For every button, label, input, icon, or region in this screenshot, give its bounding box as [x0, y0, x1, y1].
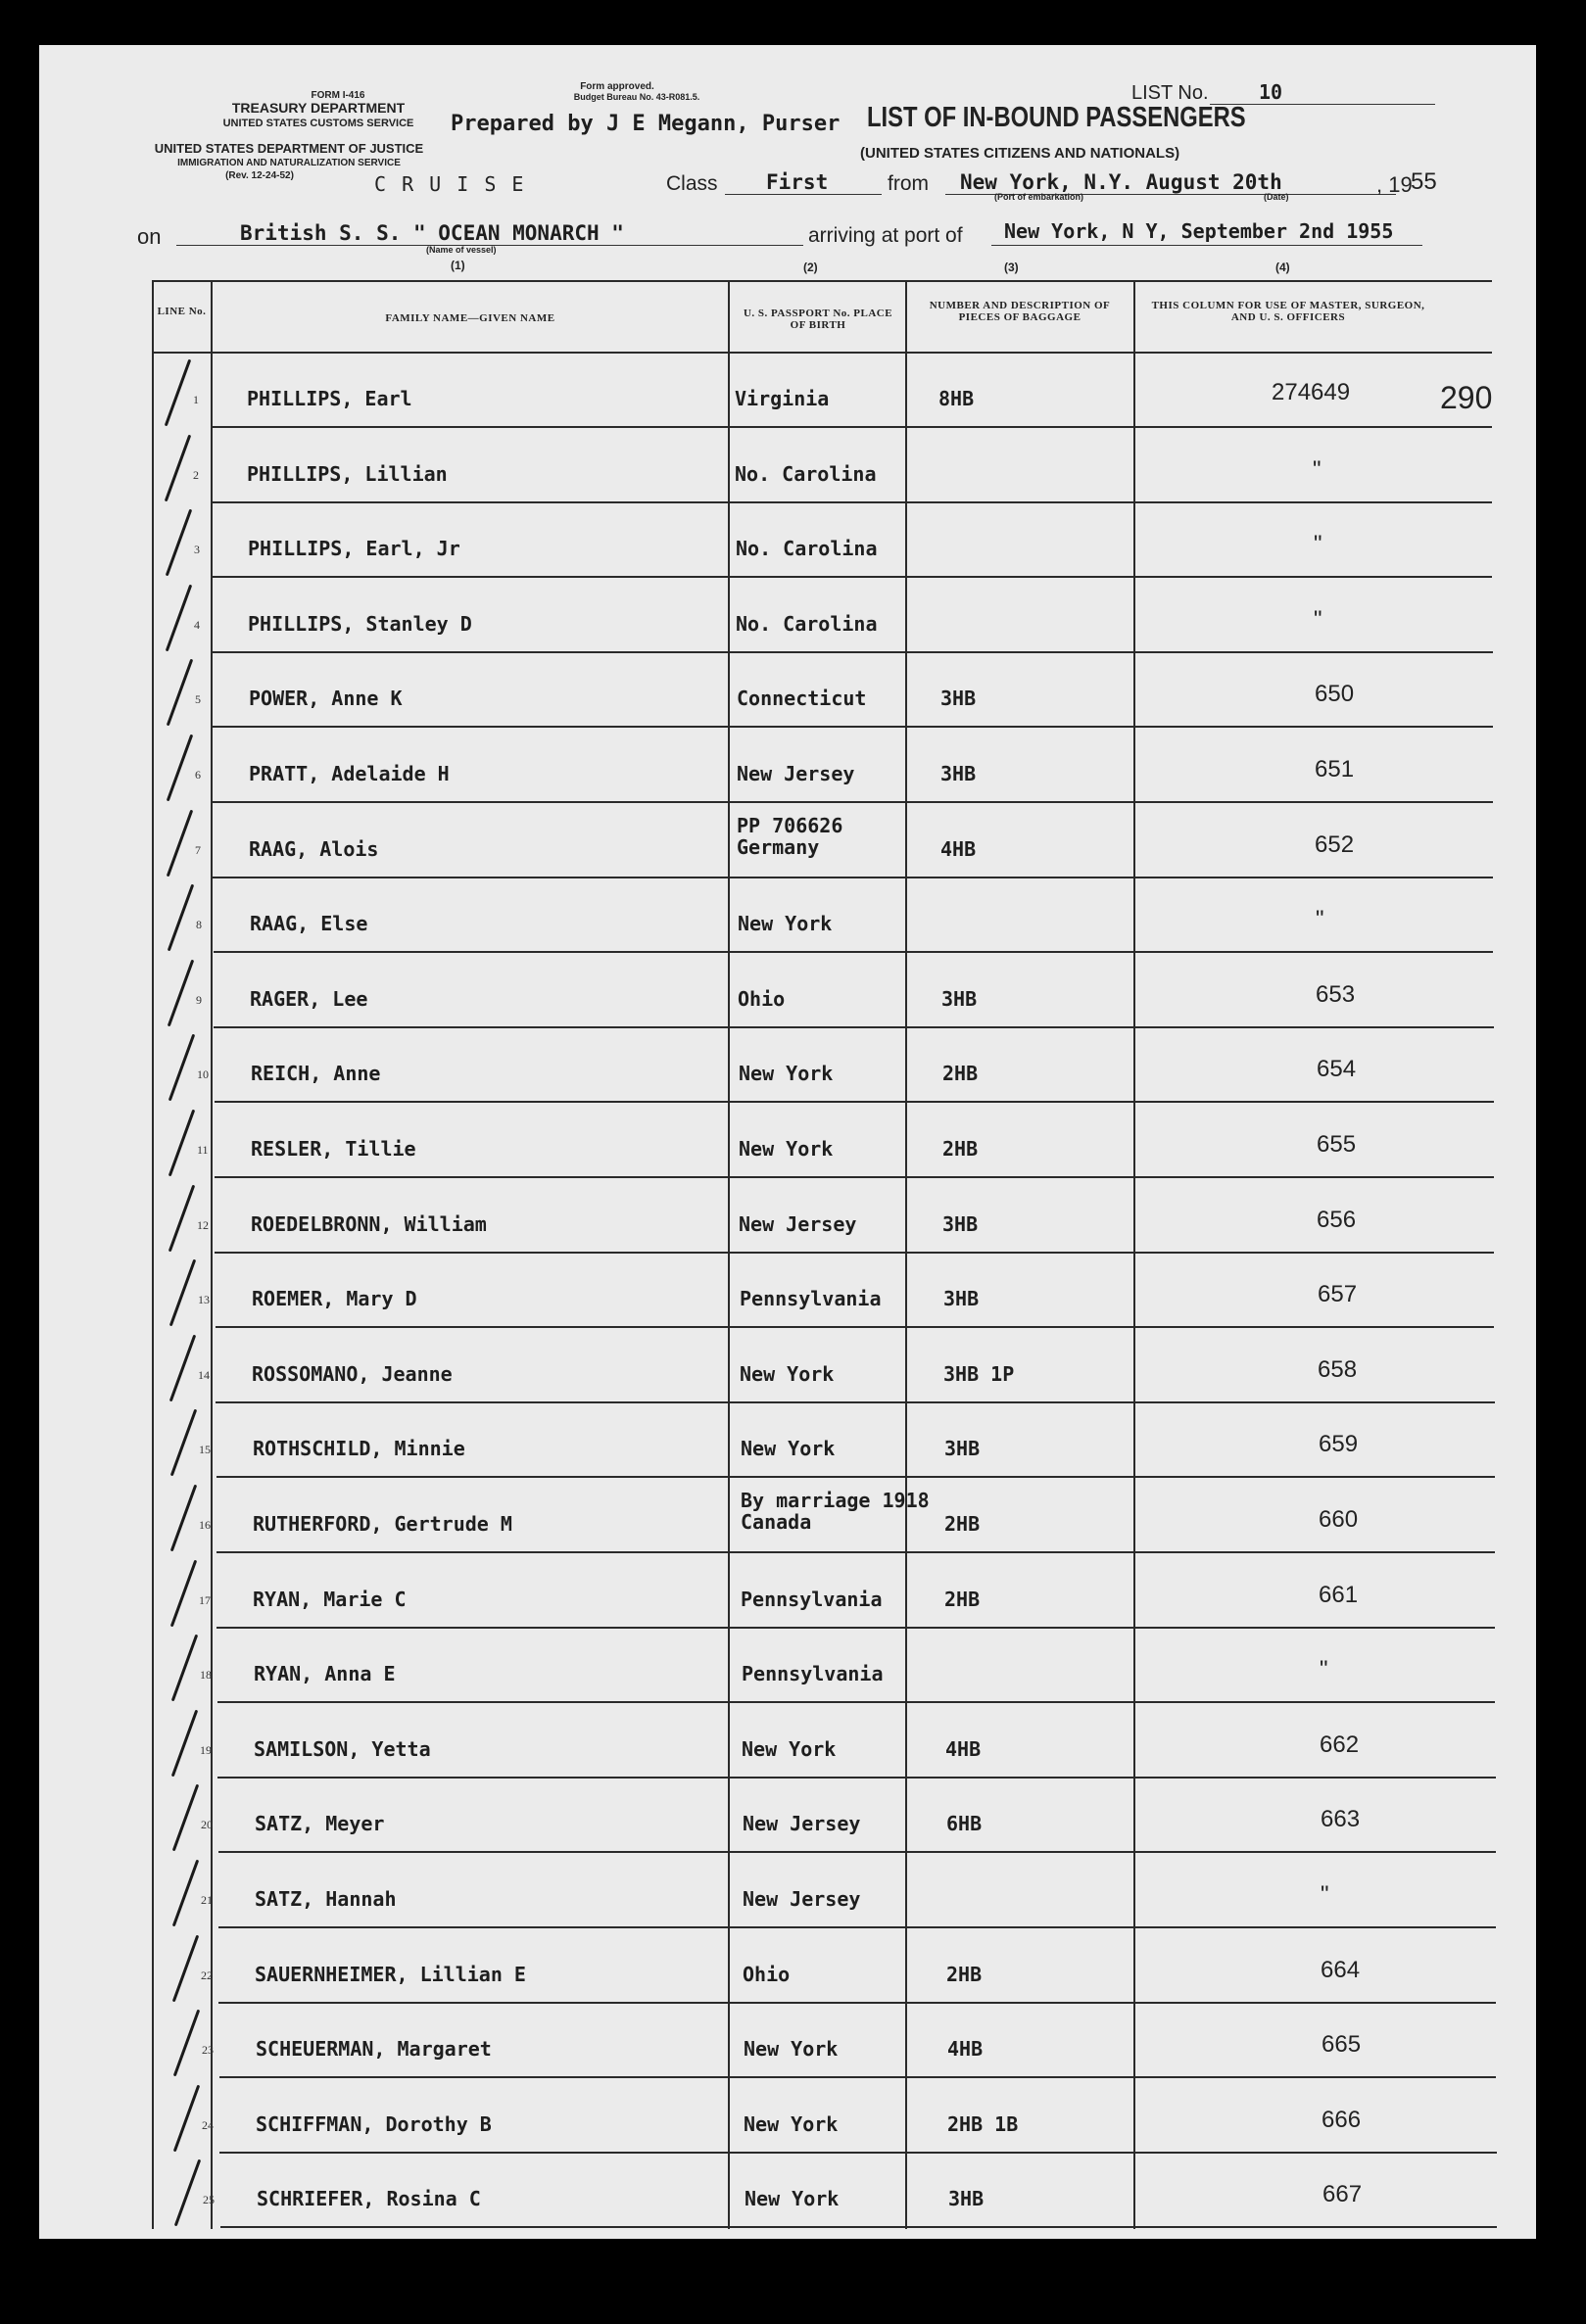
- from-value: New York, N.Y. August 20th: [960, 170, 1282, 194]
- list-no-label: LIST No.: [1131, 82, 1209, 104]
- from-label: from: [888, 172, 929, 195]
- check-mark: [170, 1485, 197, 1552]
- officer-number: 661: [1319, 1581, 1359, 1608]
- table-row: [39, 1552, 1536, 1628]
- place-of-birth: New York: [739, 1137, 834, 1161]
- table-row: [39, 577, 1536, 652]
- check-mark: [173, 2084, 200, 2152]
- check-mark: [174, 2159, 201, 2227]
- header-passport: U. S. PASSPORT No. PLACE OF BIRTH: [743, 308, 893, 331]
- line-number: 16: [199, 1518, 211, 1532]
- baggage: 3HB: [943, 1287, 980, 1311]
- officer-number: 652: [1315, 830, 1355, 858]
- col2-number: (2): [803, 261, 818, 274]
- passenger-name: PHILLIPS, Earl, Jr: [248, 537, 460, 561]
- table-row: [39, 651, 1536, 727]
- check-mark: [171, 1709, 198, 1777]
- baggage: 3HB: [944, 1437, 981, 1461]
- table-row: [39, 952, 1536, 1027]
- header-family-name: FAMILY NAME—GIVEN NAME: [385, 312, 555, 324]
- passenger-name: PHILLIPS, Stanley D: [248, 611, 472, 636]
- place-of-birth: Germany: [737, 834, 820, 859]
- passenger-name: SATZ, Hannah: [255, 1887, 397, 1911]
- officer-number: ": [1316, 906, 1324, 933]
- baggage: 4HB: [945, 1736, 982, 1761]
- officer-number: ": [1321, 1881, 1329, 1908]
- line-number: 25: [203, 2193, 215, 2207]
- place-of-birth: New York: [744, 2037, 839, 2062]
- table-row: [39, 1852, 1536, 1927]
- place-of-birth: Canada: [741, 1510, 812, 1534]
- passenger-name: ROTHSCHILD, Minnie: [253, 1437, 465, 1461]
- place-of-birth: New Jersey: [739, 1211, 857, 1236]
- officer-number: 274649: [1272, 379, 1351, 405]
- officer-number: 662: [1320, 1731, 1360, 1758]
- officer-number: ": [1313, 455, 1322, 483]
- baggage: 6HB: [946, 1812, 983, 1836]
- officer-number: 658: [1318, 1355, 1358, 1383]
- officer-number: 666: [1322, 2106, 1362, 2133]
- baggage: 2HB: [944, 1587, 981, 1611]
- table-row: [39, 727, 1536, 802]
- baggage: 3HB: [940, 687, 977, 711]
- line-number: 20: [201, 1818, 213, 1832]
- baggage: 3HB 1P: [943, 1361, 1015, 1386]
- passenger-name: RAAG, Else: [250, 912, 368, 936]
- class-value: First: [766, 170, 829, 194]
- form-id: FORM I-416: [311, 90, 365, 101]
- header-officers: THIS COLUMN FOR USE OF MASTER, SURGEON, AND U. S. OFFICERS: [1151, 300, 1425, 323]
- officer-number: 651: [1315, 756, 1355, 783]
- col4-number: (4): [1275, 261, 1290, 274]
- place-of-birth: New Jersey: [737, 762, 855, 785]
- line-number: 12: [197, 1217, 209, 1232]
- document-page: [39, 45, 1536, 2239]
- line-number: 14: [198, 1367, 210, 1382]
- baggage: 3HB: [948, 2187, 985, 2211]
- officer-number: 660: [1319, 1506, 1359, 1533]
- baggage: 2HB: [942, 1062, 979, 1086]
- table-row: [39, 1627, 1536, 1702]
- table-row: [39, 2152, 1536, 2227]
- form-approved: Form approved.: [580, 81, 654, 92]
- on-label: on: [137, 224, 162, 249]
- officer-number: 655: [1317, 1131, 1357, 1158]
- table-row: [39, 1327, 1536, 1402]
- table-top-border: [152, 280, 1492, 282]
- table-row: [39, 427, 1536, 502]
- line-number: 13: [198, 1293, 210, 1307]
- place-of-birth: New Jersey: [743, 1887, 861, 1911]
- place-of-birth: New York: [742, 1736, 837, 1761]
- form-subtitle: (UNITED STATES CITIZENS AND NATIONALS): [860, 145, 1180, 162]
- passenger-name: RYAN, Marie C: [253, 1587, 407, 1611]
- passenger-name: RAAG, Alois: [249, 836, 379, 861]
- baggage: 3HB: [941, 986, 978, 1011]
- sheet-number: 290: [1440, 380, 1493, 415]
- line-number: 9: [196, 992, 202, 1007]
- check-mark: [170, 1409, 197, 1477]
- officer-number: 657: [1318, 1281, 1358, 1308]
- officer-number: 653: [1316, 980, 1356, 1008]
- passenger-name: ROSSOMANO, Jeanne: [252, 1361, 453, 1386]
- place-of-birth: New Jersey: [743, 1812, 861, 1836]
- place-of-birth: Ohio: [743, 1962, 791, 1986]
- check-mark: [169, 1334, 196, 1401]
- dept-justice: UNITED STATES DEPARTMENT OF JUSTICE: [154, 141, 424, 156]
- officer-number: ": [1314, 605, 1322, 633]
- table-row: [39, 1102, 1536, 1177]
- line-number: 6: [195, 768, 201, 782]
- class-underline: [725, 194, 882, 195]
- class-label: Class: [666, 172, 718, 195]
- baggage: 4HB: [947, 2037, 984, 2062]
- officer-number: 667: [1322, 2181, 1363, 2208]
- passenger-name: SAUERNHEIMER, Lillian E: [255, 1962, 526, 1986]
- passenger-name: PRATT, Adelaide H: [249, 762, 450, 785]
- check-mark: [168, 1110, 195, 1177]
- cruise-label: C R U I S E: [374, 172, 526, 196]
- check-mark: [166, 584, 192, 651]
- check-mark: [168, 1184, 195, 1252]
- check-mark: [173, 2010, 200, 2077]
- table-row: [39, 2077, 1536, 2153]
- place-of-birth: Connecticut: [737, 687, 867, 711]
- check-mark: [172, 1784, 199, 1852]
- list-no-value: 10: [1259, 80, 1283, 104]
- passport-or-birth: PP 706626: [737, 813, 843, 837]
- line-number: 5: [195, 692, 201, 707]
- check-mark: [167, 735, 193, 802]
- officer-number: 656: [1317, 1206, 1357, 1233]
- check-mark: [172, 1934, 199, 2002]
- line-number: 11: [197, 1143, 209, 1157]
- officer-number: 650: [1315, 681, 1355, 708]
- header-line-no: LINE No.: [157, 306, 207, 317]
- dept-customs: UNITED STATES CUSTOMS SERVICE: [222, 118, 414, 129]
- passenger-name: SCHEUERMAN, Margaret: [256, 2037, 492, 2062]
- place-of-birth: New York: [738, 912, 833, 936]
- row-divider: [220, 2226, 1497, 2228]
- check-mark: [165, 359, 191, 427]
- table-row: [39, 1702, 1536, 1778]
- line-number: 24: [202, 2117, 214, 2132]
- place-of-birth: New York: [740, 1361, 835, 1386]
- form-title: LIST OF IN-BOUND PASSENGERS: [867, 102, 1246, 133]
- passenger-name: ROEMER, Mary D: [252, 1287, 417, 1311]
- place-of-birth: New York: [739, 1062, 834, 1086]
- check-mark: [168, 1034, 195, 1102]
- passenger-name: POWER, Anne K: [249, 687, 403, 711]
- passenger-name: SAMILSON, Yetta: [254, 1736, 431, 1761]
- line-number: 10: [197, 1067, 209, 1082]
- check-mark: [172, 1860, 199, 1927]
- check-mark: [167, 659, 193, 727]
- budget-bureau: Budget Bureau No. 43-R081.5.: [573, 92, 700, 102]
- arrival-port: New York, N Y, September 2nd 1955: [1004, 219, 1394, 243]
- check-mark: [168, 959, 194, 1026]
- line-number: 2: [193, 467, 199, 482]
- table-row: [39, 352, 1536, 427]
- table-row: [39, 1401, 1536, 1477]
- baggage: 2HB: [944, 1512, 981, 1536]
- baggage: 2HB: [946, 1962, 983, 1986]
- place-of-birth: No. Carolina: [736, 611, 878, 636]
- year-prefix: , 19: [1376, 172, 1413, 197]
- baggage: 4HB: [940, 836, 977, 861]
- line-number: 21: [201, 1893, 213, 1907]
- baggage: 3HB: [942, 1211, 979, 1236]
- check-mark: [171, 1635, 198, 1702]
- line-number: 1: [193, 393, 199, 406]
- place-of-birth: Pennsylvania: [742, 1662, 884, 1686]
- table-row: [39, 1026, 1536, 1102]
- passenger-name: RYAN, Anna E: [254, 1662, 396, 1686]
- place-of-birth: Pennsylvania: [741, 1587, 883, 1611]
- vessel-note: (Name of vessel): [426, 245, 497, 255]
- passenger-name: PHILLIPS, Earl: [247, 387, 412, 410]
- col3-number: (3): [1004, 261, 1019, 274]
- vessel-name: British S. S. " OCEAN MONARCH ": [240, 221, 624, 245]
- line-number: 4: [194, 617, 200, 632]
- passenger-name: RAGER, Lee: [250, 986, 368, 1011]
- line-number: 18: [200, 1668, 212, 1683]
- line-number: 22: [201, 1968, 213, 1982]
- table-row: [39, 1252, 1536, 1327]
- dept-immigration: IMMIGRATION AND NATURALIZATION SERVICE: [177, 158, 401, 168]
- line-number: 17: [199, 1592, 211, 1607]
- place-of-birth: No. Carolina: [735, 461, 877, 486]
- table-row: [39, 2002, 1536, 2077]
- passenger-name: ROEDELBRONN, William: [251, 1211, 487, 1236]
- header-baggage: NUMBER AND DESCRIPTION OF PIECES OF BAGGAGE: [929, 300, 1111, 323]
- place-of-birth: Pennsylvania: [740, 1287, 882, 1311]
- baggage: 2HB: [942, 1137, 979, 1161]
- table-row: [39, 802, 1536, 877]
- line-number: 15: [199, 1443, 211, 1457]
- table-row: [39, 877, 1536, 952]
- table-row: [39, 1477, 1536, 1552]
- officer-number: 664: [1321, 1956, 1361, 1983]
- passenger-name: REICH, Anne: [251, 1062, 381, 1086]
- line-number: 19: [200, 1742, 212, 1757]
- officer-number: 654: [1317, 1056, 1357, 1083]
- place-of-birth: New York: [745, 2187, 840, 2211]
- line-number: 23: [202, 2043, 214, 2058]
- passport-or-birth: By marriage 1918: [741, 1489, 930, 1512]
- arriving-label: arriving at port of: [808, 224, 963, 247]
- check-mark: [166, 509, 192, 577]
- table-row: [39, 1177, 1536, 1253]
- line-number: 7: [195, 842, 201, 857]
- check-mark: [165, 434, 191, 501]
- date-note: (Date): [1264, 192, 1289, 202]
- place-of-birth: Ohio: [738, 986, 786, 1011]
- table-row: [39, 1777, 1536, 1852]
- baggage: 2HB 1B: [947, 2111, 1019, 2136]
- baggage: 8HB: [938, 387, 975, 410]
- line-number: 3: [194, 543, 200, 557]
- passenger-name: RESLER, Tillie: [251, 1137, 416, 1161]
- check-mark: [168, 884, 194, 952]
- passenger-name: RUTHERFORD, Gertrude M: [253, 1512, 512, 1536]
- arrival-underline: [991, 245, 1422, 246]
- passenger-name: PHILLIPS, Lillian: [247, 461, 448, 486]
- table-row: [39, 501, 1536, 577]
- officer-number: 659: [1319, 1431, 1359, 1458]
- line-number: 8: [196, 918, 202, 932]
- passenger-name: SCHIFFMAN, Dorothy B: [256, 2111, 492, 2136]
- place-of-birth: New York: [741, 1437, 836, 1461]
- passenger-name: SCHRIEFER, Rosina C: [257, 2187, 481, 2211]
- table-row: [39, 1927, 1536, 2003]
- place-of-birth: No. Carolina: [736, 537, 878, 561]
- prepared-by: Prepared by J E Megann, Purser: [451, 112, 841, 136]
- place-of-birth: Virginia: [735, 387, 830, 410]
- check-mark: [170, 1559, 197, 1627]
- officer-number: ": [1320, 1656, 1328, 1684]
- officer-number: ": [1314, 531, 1322, 558]
- baggage: 3HB: [940, 762, 977, 785]
- check-mark: [169, 1259, 196, 1327]
- form-revision: (Rev. 12-24-52): [225, 170, 294, 181]
- officer-number: 665: [1322, 2031, 1362, 2059]
- check-mark: [167, 809, 193, 877]
- place-of-birth: New York: [744, 2111, 839, 2136]
- port-embark-note: (Port of embarkation): [994, 192, 1084, 202]
- dept-treasury: TREASURY DEPARTMENT: [231, 100, 406, 116]
- col1-number: (1): [451, 259, 465, 272]
- officer-number: 663: [1321, 1806, 1361, 1833]
- passenger-name: SATZ, Meyer: [255, 1812, 385, 1836]
- year-value: 55: [1411, 168, 1437, 195]
